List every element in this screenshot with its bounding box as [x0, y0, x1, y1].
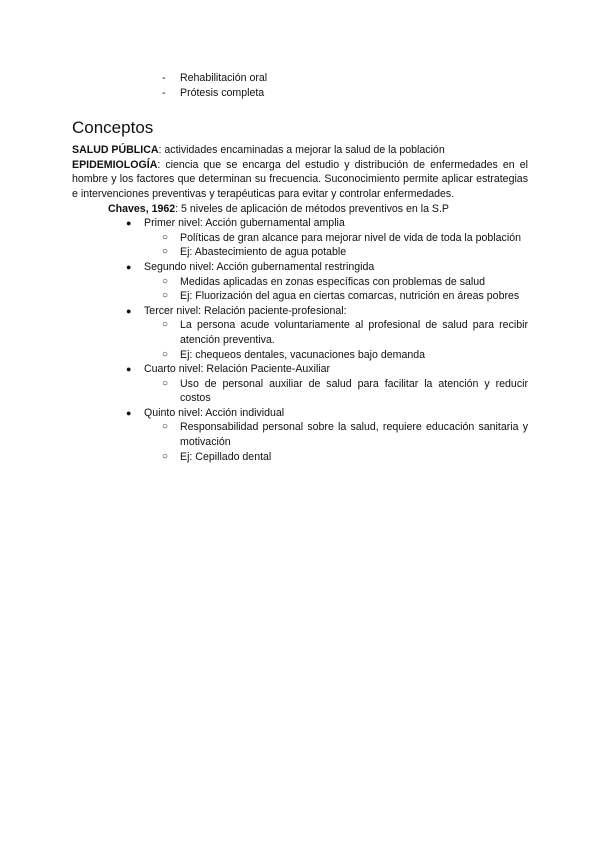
circle-bullet-icon: ○: [162, 348, 169, 360]
list-item: ○ Uso de personal auxiliar de salud para facilitar la atención y reducir costos: [162, 377, 528, 405]
definition-salud-publica: SALUD PÚBLICA: actividades encaminadas a mejorar la salud de la población: [72, 144, 445, 157]
bullet-icon: ●: [126, 364, 132, 375]
level-item: ● Primer nivel: Acción gubernamental amplia ○ Políticas de gran alcance para mejorar nivel de vida de toda la población ○ Ej: Abastecimiento de agua potable: [126, 216, 528, 260]
level-item: ● Segundo nivel: Acción gubernamental restringida ○ Medidas aplicadas en zonas específicas con problemas de salud ○ Ej: Fluorización del agua en ciertas comarcas, nutrición en áreas pobres: [126, 260, 528, 304]
bullet-icon: ●: [126, 407, 132, 418]
level-item: ● Quinto nivel: Acción individual ○ Responsabilidad personal sobre la salud, requiere educación sanitaria y motivación ○ Ej: Cepillado dental: [126, 406, 528, 463]
sublist: [162, 420, 528, 464]
list-item: ○ Ej: Fluorización del agua en ciertas comarcas, nutrición en áreas pobres: [162, 290, 520, 303]
circle-bullet-icon: ○: [162, 421, 169, 433]
list-item: ○ Ej: Abastecimiento de agua potable: [162, 246, 347, 259]
section-title: Conceptos: [72, 118, 154, 138]
sublist: [162, 231, 528, 260]
chaves-heading: Chaves, 1962: 5 niveles de aplicación de métodos preventivos en la S.P: [108, 202, 449, 215]
circle-bullet-icon: ○: [162, 319, 169, 331]
circle-bullet-icon: ○: [162, 450, 169, 462]
bullet-icon: ●: [126, 305, 132, 316]
level-item: ● Tercer nivel: Relación paciente-profesional: ○ La persona acude voluntariamente al profesional de salud para recibir atención preventiva. ○ Ej: chequeos dentales, vacunaciones bajo demanda: [126, 304, 528, 361]
sublist: [162, 275, 528, 304]
list-item: - Prótesis completa: [162, 86, 265, 99]
circle-bullet-icon: ○: [162, 246, 169, 258]
circle-bullet-icon: ○: [162, 290, 169, 302]
document-page: [72, 71, 528, 464]
circle-bullet-icon: ○: [162, 275, 169, 287]
list-item: ○ Ej: Cepillado dental: [162, 450, 272, 463]
list-item: ○ La persona acude voluntariamente al profesional de salud para recibir atención preventiva.: [162, 319, 528, 346]
circle-bullet-icon: ○: [162, 377, 169, 389]
dash-bullet-icon: -: [162, 72, 166, 84]
definition-epidemiologia: EPIDEMIOLOGÍA: ciencia que se encarga del estudio y distribución de enfermedades en el hombre y los factores que determinan su frecuencia. Suconocimiento permite aplicar estrategias e intervenciones preventivas y terapéuticas para evitar y controlar enfermedades.: [72, 158, 528, 200]
treatment-list: [162, 71, 528, 100]
list-item: ○ Políticas de gran alcance para mejorar nivel de vida de toda la población: [162, 231, 521, 244]
dash-bullet-icon: -: [162, 86, 166, 99]
list-item: ○ Ej: chequeos dentales, vacunaciones bajo demanda: [162, 348, 426, 361]
list-item: ○ Medidas aplicadas en zonas específicas con problemas de salud: [162, 275, 486, 288]
sublist: [162, 318, 528, 362]
bullet-icon: ●: [126, 218, 132, 229]
list-item: ○ Responsabilidad personal sobre la salud, requiere educación sanitaria y motivación: [162, 421, 528, 449]
bullet-icon: ●: [126, 261, 132, 272]
level-item: ● Cuarto nivel: Relación Paciente-Auxiliar ○ Uso de personal auxiliar de salud para facilitar la atención y reducir costos: [126, 363, 528, 405]
circle-bullet-icon: ○: [162, 231, 169, 243]
levels-list: [126, 216, 528, 464]
sublist: [162, 377, 528, 406]
list-item: - Rehabilitación oral: [162, 72, 268, 84]
